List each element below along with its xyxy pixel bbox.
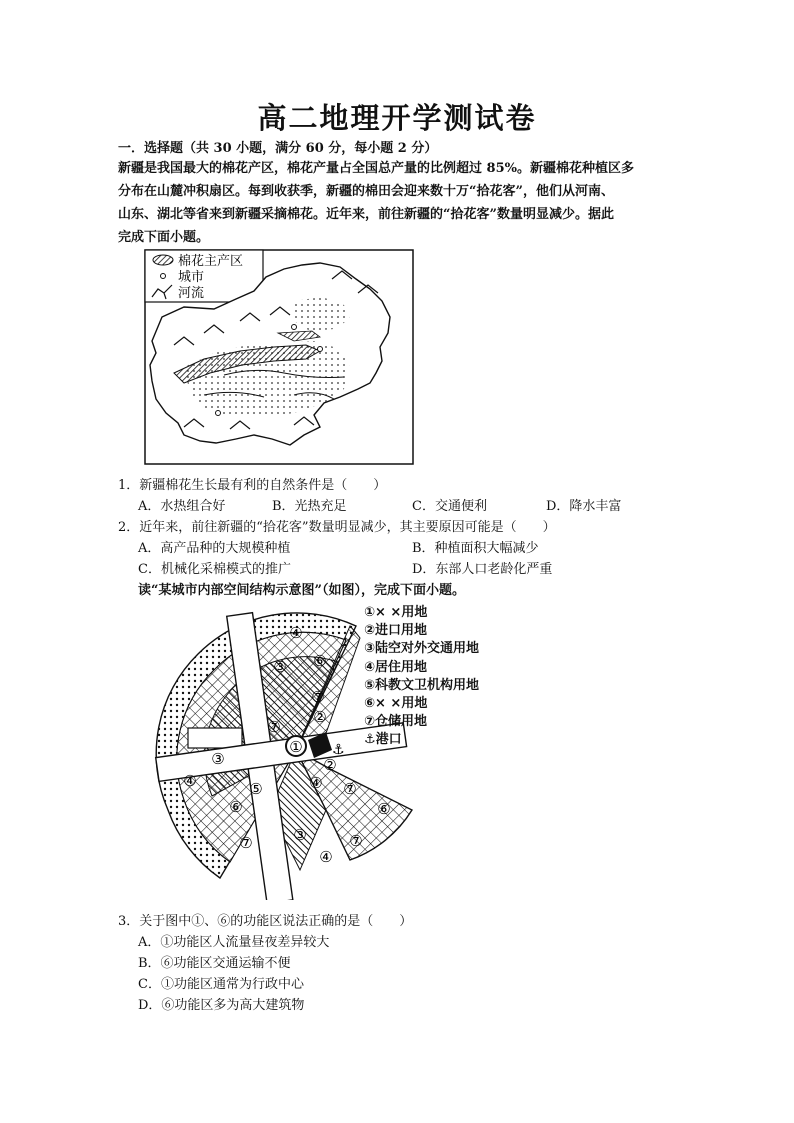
map2-label-7: ⑦ <box>343 780 357 798</box>
map1-legend-city: 城市 <box>178 270 205 285</box>
map2-label-3: ③ <box>211 750 225 768</box>
map2-label-4: ④ <box>183 772 197 790</box>
map2-label-4: ④ <box>289 624 303 642</box>
legend-item: ④居住用地 <box>364 659 428 675</box>
map2-label-5: ⑤ <box>249 780 263 798</box>
question-1-stem: 1．新疆棉花生长最有利的自然条件是（ ） <box>118 478 387 493</box>
city-map-legend <box>364 604 479 750</box>
map2-label-6: ⑥ <box>377 800 391 818</box>
intro-line: 山东、湖北等省来到新疆采摘棉花。近年来，前往新疆的“拾花客”数量明显减少。据此 <box>118 207 614 222</box>
question-3-option-a: A．①功能区人流量昼夜差异较大 <box>138 935 330 950</box>
intro-paragraph <box>118 157 688 249</box>
question-3-stem: 3．关于图中①、⑥的功能区说法正确的是（ ） <box>118 914 413 929</box>
map2-label-3: ③ <box>293 826 307 844</box>
intro-line: 分布在山麓冲积扇区。每到收获季，新疆的棉田会迎来数十万“拾花客”，他们从河南、 <box>118 184 614 199</box>
question-1-option-b: B．光热充足 <box>272 499 347 514</box>
map1-legend-river: 河流 <box>178 286 205 301</box>
map2-label-6: ⑥ <box>313 652 327 670</box>
read-instruction: 读“某城市内部空间结构示意图”（如图），完成下面小题。 <box>138 583 465 598</box>
xinjiang-cotton-map <box>144 249 414 465</box>
section-heading: 一．选择题（共 30 小题，满分 60 分，每小题 2 分） <box>118 141 438 156</box>
question-2-option-b: B．种植面积大幅减少 <box>412 541 539 556</box>
legend-item: ⑤科教文卫机构用地 <box>364 677 480 693</box>
map2-label-4: ④ <box>319 848 333 866</box>
question-3-option-c: C．①功能区通常为行政中心 <box>138 977 304 992</box>
legend-item: ⚓港口 <box>364 732 402 748</box>
map1-legend-cotton: 棉花主产区 <box>178 254 244 269</box>
question-1-option-c: C．交通便利 <box>412 499 487 514</box>
question-2-stem: 2．近年来，前往新疆的“拾花客”数量明显减少，其主要原因可能是（ ） <box>118 520 556 535</box>
legend-item: ⑦仓储用地 <box>364 714 428 730</box>
legend-item: ①× ×用地 <box>364 605 428 620</box>
map2-label-7: ⑦ <box>311 688 325 706</box>
question-1-option-a: A．水热组合好 <box>138 499 226 514</box>
question-2-option-d: D．东部人口老龄化严重 <box>412 562 553 577</box>
map2-label-2: ② <box>313 708 327 726</box>
legend-item: ②进口用地 <box>364 623 428 639</box>
map2-label-7: ⑦ <box>349 832 363 850</box>
map2-label-7: ⑦ <box>239 834 253 852</box>
map2-label-2: ② <box>323 756 337 774</box>
map2-label-4: ④ <box>309 774 323 792</box>
map2-anchor-icon: ⚓ <box>332 742 345 758</box>
legend-item: ③陆空对外交通用地 <box>364 641 480 657</box>
question-1-option-d: D．降水丰富 <box>546 499 622 514</box>
page-title: 高二地理开学测试卷 <box>257 101 537 135</box>
intro-line: 完成下面小题。 <box>118 230 210 245</box>
legend-item: ⑥× ×用地 <box>364 696 428 712</box>
question-3-option-d: D．⑥功能区多为高大建筑物 <box>138 998 305 1013</box>
question-2-option-c: C．机械化采棉模式的推广 <box>138 562 291 577</box>
map2-label-3: ③ <box>273 658 287 676</box>
map2-label-1: ① <box>289 738 303 756</box>
map2-label-6: ⑥ <box>229 798 243 816</box>
question-2-option-a: A．高产品种的大规模种植 <box>138 541 291 556</box>
question-3-option-b: B．⑥功能区交通运输不便 <box>138 956 291 971</box>
intro-line: 新疆是我国最大的棉花产区，棉花产量占全国总产量的比例超过 85%。新疆棉花种植区多 <box>118 161 634 176</box>
map2-label-7: ⑦ <box>267 718 281 736</box>
